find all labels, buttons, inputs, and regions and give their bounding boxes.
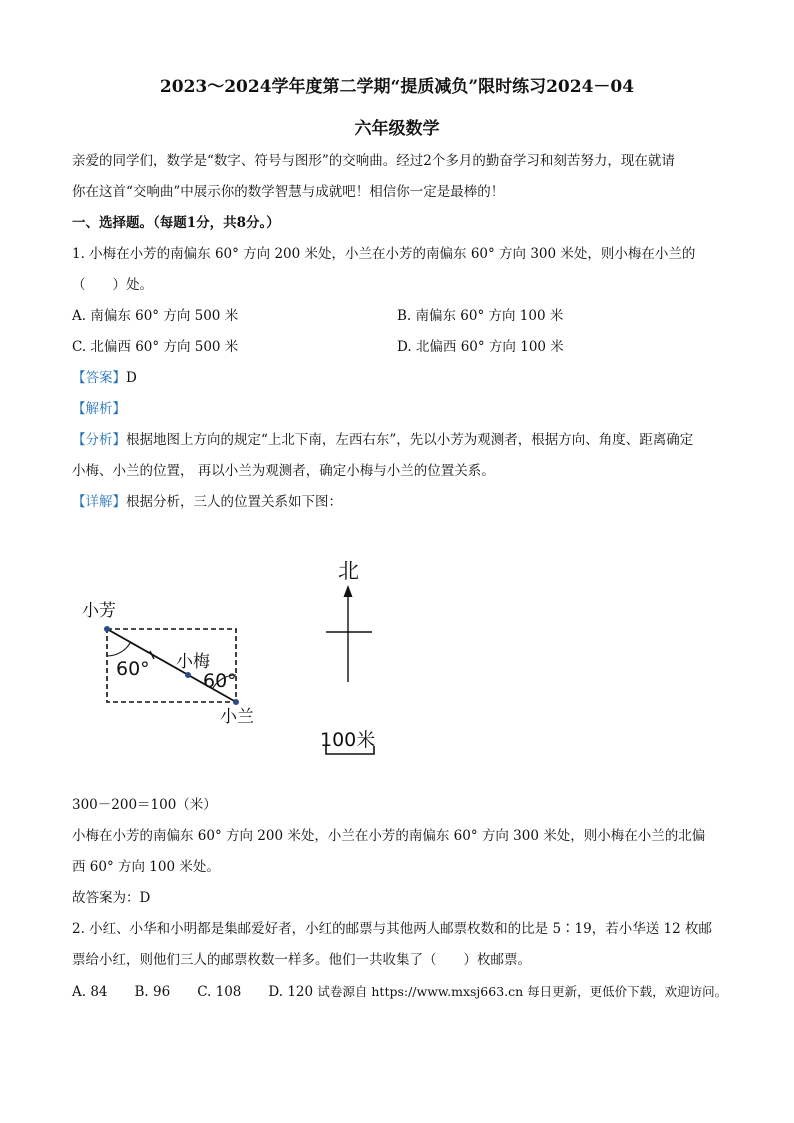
q1-fenxi-line-2: 小梅、小兰的位置， 再以小兰为观测者，确定小梅与小兰的位置关系。 — [72, 463, 495, 479]
page-title: 2023～2024学年度第二学期“提质减负”限时练习2024－04 — [159, 77, 635, 97]
point-xiaomei — [185, 672, 191, 678]
answer-tag: 【答案】 — [72, 370, 126, 386]
q1-option-d: D. 北偏西 60° 方向 100 米 — [397, 339, 564, 355]
scale-label: 100米 — [320, 729, 376, 751]
section-heading: 一、选择题。（每题1分，共8分。） — [72, 215, 280, 231]
q1-stem-line-1: 1. 小梅在小芳的南偏东 60° 方向 200 米处，小兰在小芳的南偏东 60° 方向 300 米处，则小梅在小兰的 — [72, 246, 696, 262]
answer-value: D — [126, 370, 137, 386]
q2-options: A. 84 B. 96 C. 108 D. 120 — [72, 984, 314, 1000]
label-xiaomei: 小梅 — [176, 652, 210, 672]
q1-final-answer: 故答案为：D — [72, 890, 151, 906]
q1-option-c: C. 北偏西 60° 方向 500 米 — [72, 339, 239, 355]
q1-conclusion-line-2: 西 60° 方向 100 米处。 — [72, 859, 220, 875]
q2-options-line — [72, 982, 727, 1002]
fenxi-text-1: 根据地图上方向的规定“上北下南，左西右东”，先以小芳为观测者，根据方向、角度、距离确定 — [126, 432, 694, 448]
label-xiaofang: 小芳 — [82, 601, 116, 621]
q1-stem-line-2: （ ）处。 — [72, 277, 153, 293]
detail-text: 根据分析，三人的位置关系如下图： — [126, 494, 342, 510]
q1-conclusion-line-1: 小梅在小芳的南偏东 60° 方向 200 米处，小兰在小芳的南偏东 60° 方向 300 米处，则小梅在小兰的北偏 — [72, 828, 706, 844]
q1-option-a: A. 南偏东 60° 方向 500 米 — [72, 308, 239, 324]
angle-arc-1 — [107, 642, 131, 656]
label-angle-1: 60° — [116, 658, 150, 680]
q1-option-b: B. 南偏东 60° 方向 100 米 — [397, 308, 564, 324]
label-xiaolan: 小兰 — [220, 707, 254, 727]
q1-calc: 300－200＝100（米） — [72, 797, 217, 813]
point-xiaofang — [104, 626, 110, 632]
page-subtitle: 六年级数学 — [354, 119, 440, 139]
q2-stem-line-1: 2. 小红、小华和小明都是集邮爱好者，小红的邮票与其他两人邮票枚数和的比是 5∶19，若小华送 12 枚邮 — [72, 921, 712, 937]
intro-line-1: 亲爱的同学们，数学是“数字、符号与图形”的交响曲。经过2个多月的勤奋学习和刻苦努力，现在就请 — [72, 153, 675, 169]
footer-source-note: 试卷源自 https://www.mxsj663.cn 每日更新，更低价下载，欢迎访问。 — [317, 984, 728, 999]
fenxi-tag: 【分析】 — [72, 432, 126, 448]
q2-stem-line-2: 票给小红，则他们三人的邮票枚数一样多。他们一共收集了（ ）枚邮票。 — [72, 952, 531, 968]
detail-tag: 【详解】 — [72, 494, 126, 510]
analysis-tag: 【解析】 — [72, 401, 126, 417]
north-arrow-head — [344, 585, 353, 597]
north-label: 北 — [338, 559, 359, 583]
label-angle-2: 60° — [203, 670, 237, 692]
point-xiaolan — [233, 699, 239, 705]
intro-line-2: 你在这首“交响曲”中展示你的数学智慧与成就吧！相信你一定是最棒的！ — [72, 184, 505, 200]
